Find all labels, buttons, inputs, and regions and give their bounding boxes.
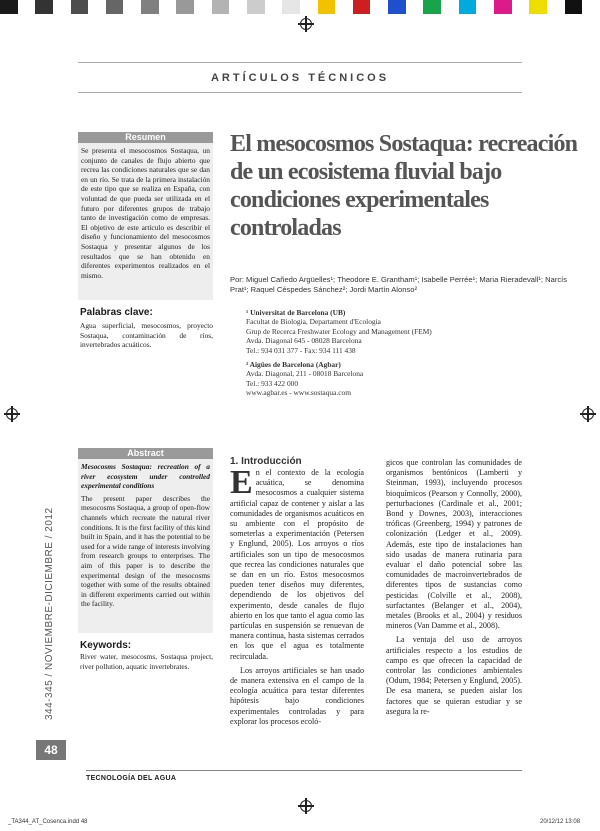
article-title: El mesocosmos Sostaqua: recreación de un ecosistema fluvial bajo condiciones experimentales controladas xyxy=(230,131,578,241)
affiliation-1-name: ¹ Universitat de Barcelona (UB) xyxy=(246,308,346,317)
color-swatch xyxy=(494,0,512,14)
color-swatch xyxy=(423,0,441,14)
color-swatch xyxy=(353,0,371,14)
color-swatch xyxy=(212,0,230,14)
color-swatch xyxy=(18,0,36,14)
color-swatch xyxy=(159,0,177,14)
abstract-box xyxy=(78,448,213,633)
header-rule xyxy=(78,62,522,63)
color-swatch xyxy=(229,0,247,14)
body-paragraph: Los arroyos artificiales se han usado de manera extensiva en el campo de la ecología acuática para testar diferentes hipótesis bajo condiciones experimentales controladas y para explorar los procesos ecoló- xyxy=(230,665,364,726)
affiliation-1-line: Avda. Diagonal 645 - 08028 Barcelona xyxy=(246,336,362,346)
color-swatch xyxy=(318,0,336,14)
color-swatch xyxy=(388,0,406,14)
color-swatch xyxy=(441,0,459,14)
color-swatch xyxy=(194,0,212,14)
body-column-1 xyxy=(230,464,364,727)
abstract-subtitle: Mesocosms Sostaqua: recreation of a river ecosystem under controlled experimental conditions xyxy=(81,462,210,491)
section-heading: ARTÍCULOS TÉCNICOS xyxy=(210,72,390,84)
color-swatch xyxy=(300,0,318,14)
registration-mark-icon xyxy=(582,408,594,420)
introduction-heading: 1. Introducción xyxy=(230,456,302,467)
issue-label: 344-345 / NOVIEMBRE-DICIEMBRE / 2012 xyxy=(44,507,55,720)
color-swatch xyxy=(370,0,388,14)
resumen-text: Se presenta el mesocosmos Sostaqua, un conjunto de canales de flujo abierto que recrea las condiciones naturales que se dan en un río. Se trata de la primera instalación de este tipo que se realiza en España, con voluntad de que pueda ser utilizada en el futuro por diferentes grupos de trabajo tanto de investigación como de empresas. El objetivo de este artículo es describir el diseño y funcionamiento del mesocosmos Sostaqua y presentar algunos de los resultados que se han obtenido en diferentes experimentos realizados en el mismo. xyxy=(81,146,210,280)
affiliation-1-line: Facultat de Biologia, Departament d'Ecologia xyxy=(246,317,381,327)
color-swatch xyxy=(265,0,283,14)
palabras-clave-text: Agua superficial, mesocosmos, proyecto Sostaqua, contaminación de ríos, invertebrados acuáticos. xyxy=(80,321,213,350)
keywords-heading: Keywords: xyxy=(80,640,132,651)
resumen-box xyxy=(78,132,213,300)
color-swatch xyxy=(247,0,265,14)
color-swatch xyxy=(582,0,600,14)
color-swatch xyxy=(282,0,300,14)
color-swatch xyxy=(565,0,583,14)
color-swatch xyxy=(123,0,141,14)
header-rule xyxy=(78,92,522,93)
print-color-bar xyxy=(0,0,600,14)
affiliations xyxy=(246,308,586,398)
affiliation-2-line: Tel.: 933 422 000 xyxy=(246,378,299,388)
body-column-2 xyxy=(386,458,522,717)
affiliation-1-line: Grup de Recerca Freshwater Ecology and Management (FEM) xyxy=(246,326,432,336)
page-number: 48 xyxy=(36,740,66,760)
body-paragraph: La ventaja del uso de arroyos artificiales respecto a los estudios de campo es que ofrecen la capacidad de controlar las condiciones ambientales (Odum, 1984; Petersen y Englund, 2005). De esa manera, se pueden aislar los factores que se quieran estudiar y se asegura la re- xyxy=(386,635,522,716)
body-paragraph: n el contexto de la ecología acuática, se denomina mesocosmos a cualquier sistema artificial capaz de contener y aislar a las comunidades de organismos acuáticos en su ambiente con el propósito de someterlas a experimentación (Petersen y Englund, 2005). Los arroyos o ríos artificiales son un tipo de mesocosmos que recrea las condiciones naturales que se dan en un río. Estos mesocosmos pueden tener diseños muy diferentes, dependiendo de los objetivos del experimento, desde canales de flujo abierto en los que tanto el agua como las partículas en suspensión se renuevan de manera continua, hasta sistemas cerrados en los que el agua es totalmente recirculada. xyxy=(230,468,364,661)
registration-mark-icon xyxy=(6,408,18,420)
color-swatch xyxy=(53,0,71,14)
color-swatch xyxy=(141,0,159,14)
print-slug-date: 20/12/12 13:08 xyxy=(540,819,581,825)
abstract-heading: Abstract xyxy=(78,448,213,459)
authors: Por: Miguel Cañedo Argüelles¹; Theodore E. Grantham¹; Isabelle Perrée¹; Maria Rieradevall¹; Narcís Prat¹; Raquel Céspedes Sánchez²; Jordi Martín Alonso² xyxy=(230,275,568,294)
body-paragraph: gicos que controlan las comunidades de organismos bentónicos (Lamberti y Steinman, 1993), incluyendo procesos bioquímicos (Pearson y Connolly, 2000), perturbaciones (Cardinale et al., 2001; Bond y Downes, 2003), interacciones tróficas (Greenberg, 1994) y patrones de colonización (Ledger et al., 2009). Además, este tipo de instalaciones han sido usadas de manera rutinaria para evaluar el daño potencial sobre las comunidades de macroinvertebrados de diferentes tipos de sustancias como pesticidas (Colville et al., 2008), surfactantes (Belanger et al., 2004), metales (Brooks et al., 2004) y residuos mineros (Van Damme et al., 2008). xyxy=(386,458,522,631)
color-swatch xyxy=(529,0,547,14)
color-swatch xyxy=(71,0,89,14)
color-swatch xyxy=(459,0,477,14)
color-swatch xyxy=(35,0,53,14)
footer-rule xyxy=(86,770,522,771)
color-swatch xyxy=(547,0,565,14)
color-swatch xyxy=(476,0,494,14)
color-swatch xyxy=(512,0,530,14)
color-swatch xyxy=(406,0,424,14)
color-swatch xyxy=(106,0,124,14)
affiliation-1-line: Tel.: 934 031 377 - Fax: 934 111 438 xyxy=(246,345,356,355)
journal-name: TECNOLOGÍA DEL AGUA xyxy=(86,775,177,782)
keywords-text: River water, mesocosms, Sostaqua project, river pollution, aquatic invertebrates. xyxy=(80,652,213,671)
affiliation-2-name: ² Aigües de Barcelona (Agbar) xyxy=(246,360,341,370)
affiliation-2-line: Avda. Diagonal, 211 - 08018 Barcelona xyxy=(246,369,364,379)
color-swatch xyxy=(88,0,106,14)
color-swatch xyxy=(335,0,353,14)
registration-mark-icon xyxy=(300,18,312,30)
drop-cap: E xyxy=(230,464,253,501)
print-slug-file: _TA344_AT_Cosenca.indd 48 xyxy=(8,819,88,825)
affiliation-2-line: www.agbar.es - www.sostaqua.com xyxy=(246,388,351,398)
abstract-text: The present paper describes the mesocosms Sostaqua, a group of open-flow channels which recreate the natural river conditions. It is the first facility of this kind built in Spain, and it has the potential to be used for a wide range of interests involving from research groups to enterprises. The aim of this paper is to describe the experimental design of the mesocosms together with some of the results obtained in different experiments carried out within the facility. xyxy=(81,493,210,609)
color-swatch xyxy=(176,0,194,14)
color-swatch xyxy=(0,0,18,14)
resumen-heading: Resumen xyxy=(78,132,213,143)
registration-mark-icon xyxy=(300,800,312,812)
palabras-clave-heading: Palabras clave: xyxy=(80,307,153,318)
